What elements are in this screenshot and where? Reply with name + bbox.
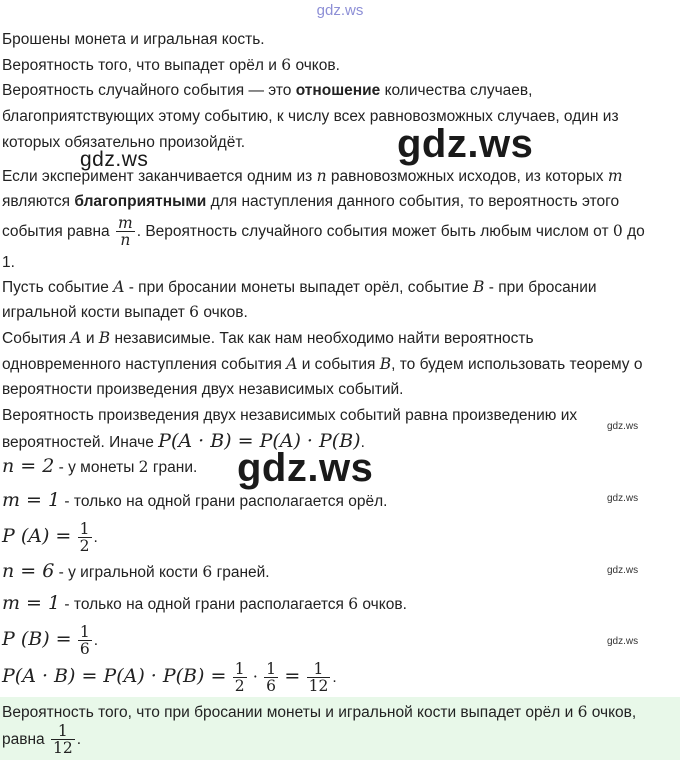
bold-term: отношение — [295, 82, 381, 99]
fraction: $\frac{m}{n}$ — [118, 214, 133, 250]
text-line: которых обязательно произойдёт. — [2, 134, 246, 151]
fraction: $\frac{1}{12}$ — [308, 660, 329, 696]
text-line: m = 1 - только на одной грани располагается 6 очков. — [2, 592, 407, 614]
watermark-small: gdz.ws — [607, 493, 639, 504]
text-line: одновременного наступления события A и события B, то будем использовать теорему о — [2, 355, 643, 373]
text-line: n = 2 - у монеты 2 грани. — [2, 455, 198, 477]
text-line: P (B) = $\frac{1}{6}$ . — [2, 623, 99, 659]
text-line: благоприятствующих этому событию, к числу всех равновозможных случаев, один из — [2, 108, 619, 125]
watermark-small: gdz.ws — [607, 565, 639, 576]
fraction: $\frac{1}{2}$ — [234, 660, 245, 696]
text-line: P(A · B) = P(A) · P(B) = $\frac{1}{2}$ · $\frac{1}{6}$ = $\frac{1}{12}$ . — [2, 660, 337, 696]
text-line: Если эксперимент заканчивается одним из n равновозможных исходов, из которых m — [2, 167, 623, 185]
answer-box — [0, 697, 680, 760]
fraction: $\frac{1}{6}$ — [79, 623, 90, 659]
text-line: События A и B независимые. Так как нам необходимо найти вероятность — [2, 329, 534, 347]
text-line: Брошены монета и игральная кость. — [2, 31, 265, 48]
fraction: $\frac{1}{2}$ — [79, 520, 90, 556]
text-line: Вероятность произведения двух независимых событий равна произведению их — [2, 407, 578, 424]
text-line: игральной кости выпадет 6 очков. — [2, 303, 248, 321]
watermark-small: gdz.ws — [607, 636, 639, 647]
text-line: n = 6 - у игральной кости 6 граней. — [2, 560, 270, 582]
text-line: Вероятность случайного события — это отношение количества случаев, — [2, 82, 533, 99]
watermark-big: gdz.ws — [237, 446, 374, 490]
fraction: $\frac{1}{6}$ — [266, 660, 277, 696]
text-line: 1. — [2, 254, 15, 271]
text-line: Вероятность того, что выпадет орёл и 6 очков. — [2, 56, 340, 74]
fraction: $\frac{1}{12}$ — [52, 722, 73, 758]
text-line: m = 1 - только на одной грани располагается орёл. — [2, 489, 388, 511]
text-line: равна $\frac{1}{12}$ . — [2, 722, 82, 758]
text-line: события равна $\frac{m}{n}$ . Вероятность случайного события может быть любым числом от 0 до — [2, 214, 645, 250]
watermark-medium: gdz.ws — [80, 148, 149, 171]
bold-term: благоприятными — [74, 193, 207, 210]
text-line: Пусть событие A - при бросании монеты выпадет орёл, событие B - при бросании — [2, 278, 597, 296]
watermark-big: gdz.ws — [397, 122, 534, 166]
watermark-small: gdz.ws — [607, 421, 639, 432]
text-line: P (A) = $\frac{1}{2}$ . — [2, 520, 98, 556]
text-line: Вероятность того, что при бросании монеты и игральной кости выпадет орёл и 6 очков, — [2, 703, 637, 721]
text-line: вероятности произведения двух независимых событий. — [2, 381, 404, 398]
formula: P(A · B) = P(A) · P(B) — [158, 430, 361, 452]
text-line: вероятностей. Иначе P(A · B) = P(A) · P(B). — [2, 430, 365, 452]
watermark-top: gdz.ws — [316, 2, 364, 19]
text-line: являются благоприятными для наступления данного события, то вероятность этого — [2, 193, 620, 210]
